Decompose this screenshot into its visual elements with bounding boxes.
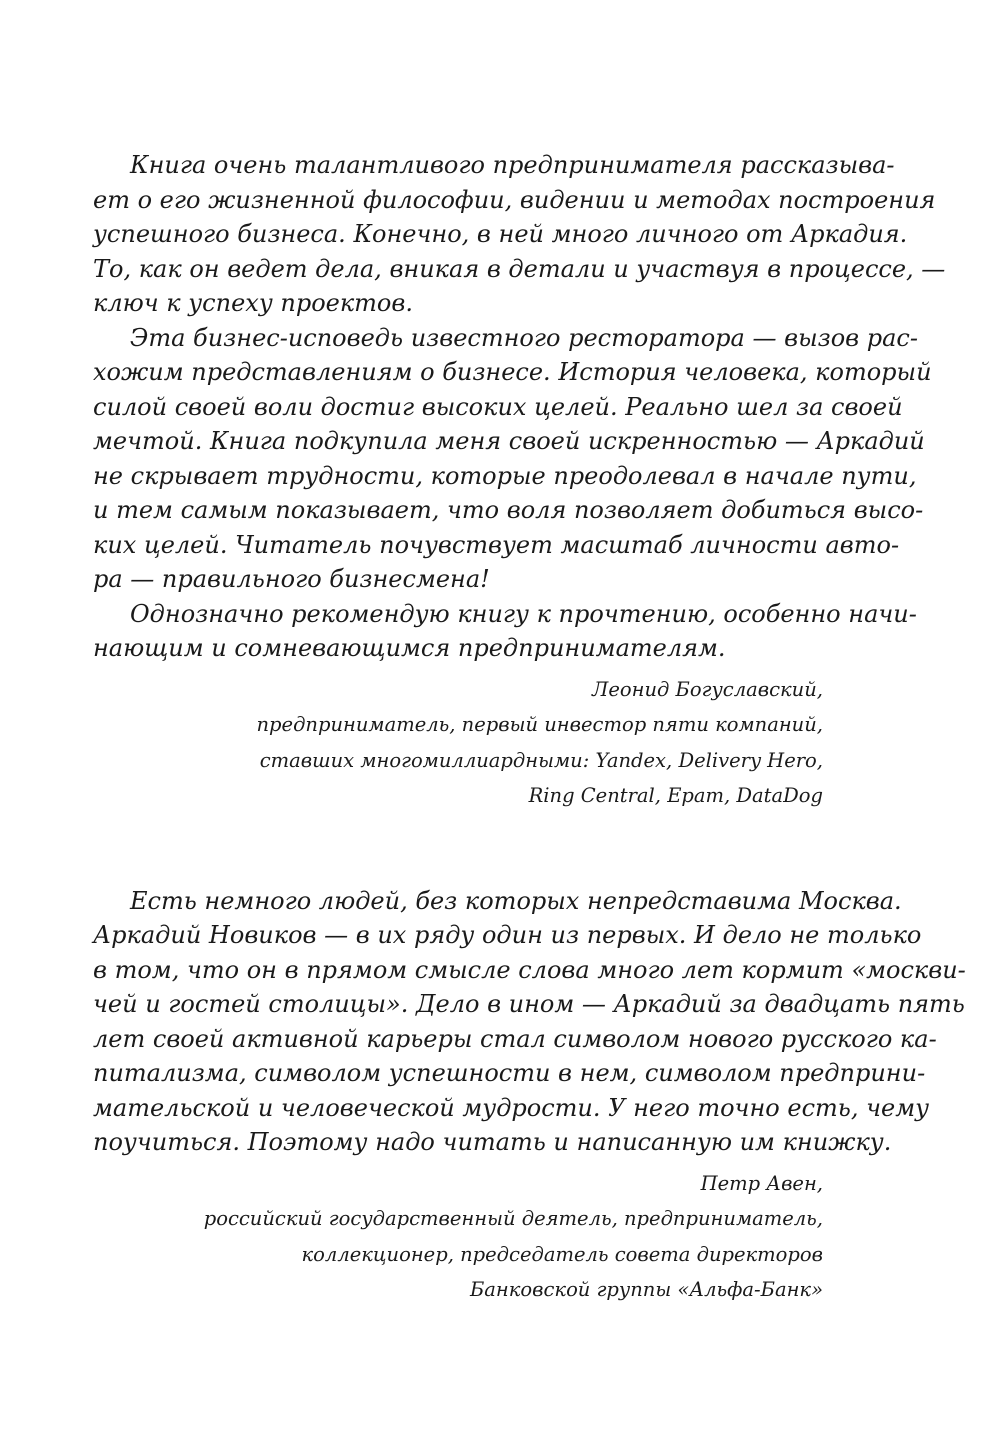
author-name: Леонид Богуславский, xyxy=(592,677,823,701)
testimonial-boguslavsky xyxy=(93,148,946,814)
paragraph-line: ра — правильного бизнесмена! xyxy=(93,565,490,593)
paragraph-line: Эта бизнес-исповедь известного ресторатора — вызов рас- xyxy=(130,323,918,352)
author-title-line: Ring Central, Epam, DataDog xyxy=(528,784,823,807)
paragraph-line: Есть немного людей, без которых непредставима Москва. xyxy=(130,886,902,915)
paragraph-line: мательской и человеческой мудрости. У него точно есть, чему xyxy=(93,1093,930,1122)
author-title-line: коллекционер, председатель совета директоров xyxy=(301,1242,823,1266)
paragraph-line: ких целей. Читатель почувствует масштаб личности авто- xyxy=(93,530,900,559)
author-name: Петр Авен, xyxy=(700,1171,823,1195)
author-title-line: Банковской группы «Альфа-Банк» xyxy=(469,1278,823,1301)
author-title-line: российский государственный деятель, предприниматель, xyxy=(203,1207,823,1230)
paragraph-line: Аркадий Новиков — в их ряду один из первых. И дело не только xyxy=(93,921,922,949)
paragraph-line: Однозначно рекомендую книгу к прочтению, особенно начи- xyxy=(130,599,917,628)
paragraph-line: силой своей воли достиг высоких целей. Реально шел за своей xyxy=(93,392,903,421)
book-page xyxy=(93,148,966,1308)
testimonial-attribution xyxy=(93,1166,823,1308)
paragraph-line: ключ к успеху проектов. xyxy=(93,289,413,317)
author-title-line: ставших многомиллиардными: Yandex, Delivery Hero, xyxy=(259,748,823,772)
paragraph-line: нающим и сомневающимся предпринимателям. xyxy=(93,634,726,662)
paragraph-line: не скрывает трудности, которые преодолевал в начале пути, xyxy=(93,461,917,490)
testimonial-aven xyxy=(93,884,966,1308)
testimonial-body xyxy=(93,884,966,1160)
paragraph-line: и тем самым показывает, что воля позволяет добиться высо- xyxy=(93,496,924,524)
paragraph-line: ет о его жизненной философии, видении и методах построения xyxy=(93,185,936,214)
paragraph-line: мечтой. Книга подкупила меня своей искренностью — Аркадий xyxy=(93,427,925,455)
paragraph-line: в том, что он в прямом смысле слова много лет кормит «москви- xyxy=(93,955,966,984)
paragraph-line: поучиться. Поэтому надо читать и написанную им книжку. xyxy=(93,1128,892,1156)
author-title-line: предприниматель, первый инвестор пяти компаний, xyxy=(256,713,823,736)
paragraph-line: То, как он ведет дела, вникая в детали и участвуя в процессе, — xyxy=(93,254,946,283)
testimonial-body xyxy=(93,148,946,666)
paragraph-line: лет своей активной карьеры стал символом нового русского ка- xyxy=(93,1024,937,1053)
paragraph-line: хожим представлениям о бизнесе. История человека, который xyxy=(93,358,932,386)
paragraph-line: питализма, символом успешности в нем, символом предприни- xyxy=(93,1059,926,1087)
paragraph-line: Книга очень талантливого предпринимателя рассказыва- xyxy=(130,151,895,179)
paragraph-line: успешного бизнеса. Конечно, в ней много личного от Аркадия. xyxy=(93,220,908,248)
paragraph-line: чей и гостей столицы». Дело в ином — Аркадий за двадцать пять xyxy=(93,990,965,1018)
testimonial-attribution xyxy=(93,672,823,814)
